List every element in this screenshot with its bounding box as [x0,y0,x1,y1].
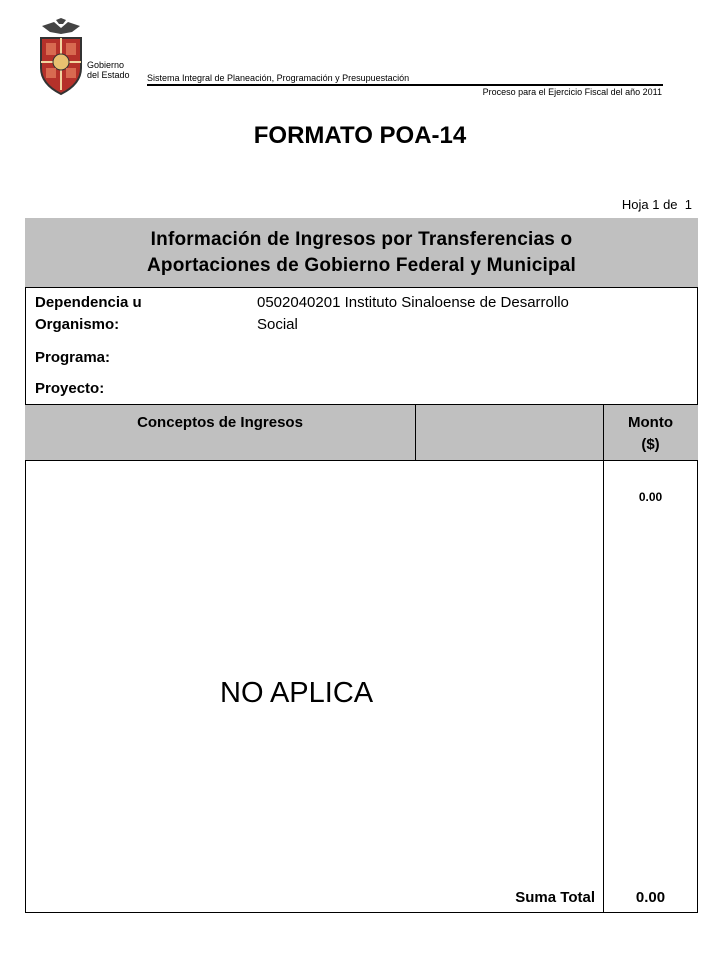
programa-label: Programa: [35,349,111,366]
amount-cell: 0.00 [638,490,663,504]
government-label: Gobierno del Estado [87,60,130,80]
column-divider [415,404,416,461]
state-seal-icon [36,18,86,96]
section-header [25,218,698,288]
dependencia-label: Dependencia u Organismo: [35,294,142,333]
column-header-concepts: Conceptos de Ingresos [137,414,303,431]
total-value: 0.00 [635,889,666,906]
system-name: Sistema Integral de Planeación, Programación y Presupuestación [147,73,410,83]
header-divider [147,84,663,86]
section-title-line1: Información de Ingresos por Transferencias o [150,228,573,250]
fiscal-process: Proceso para el Ejercicio Fiscal del año 2011 [482,87,662,97]
total-label: Suma Total [515,889,595,906]
dependencia-value: 0502040201 Instituto Sinaloense de Desarrollo Social [257,294,569,333]
section-title-line2: Aportaciones de Gobierno Federal y Municipal [147,254,576,276]
amount-column-divider [603,404,604,913]
proyecto-label: Proyecto: [35,380,105,397]
not-applicable-text: NO APLICA [220,677,374,709]
page-indicator: Hoja 1 de 1 [621,197,692,212]
column-header-amount: Monto ($) [628,414,673,453]
page-title: FORMATO POA-14 [253,122,467,149]
